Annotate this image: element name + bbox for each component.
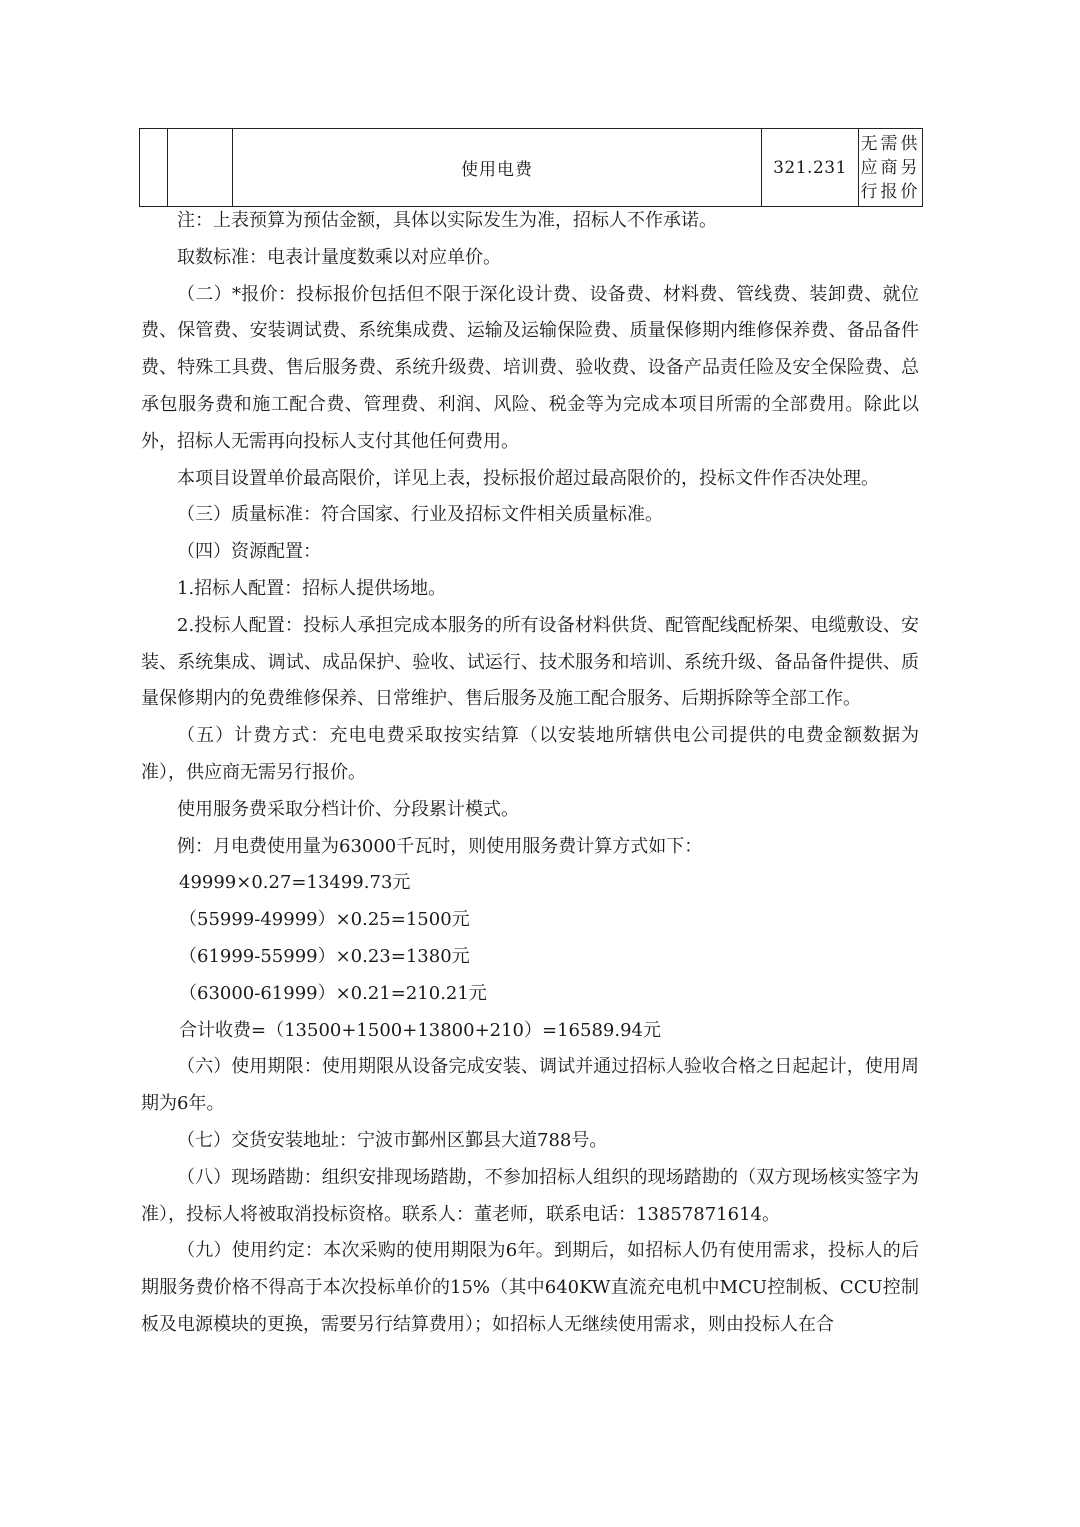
formula-line: （63000-61999）×0.21=210.21元 [179, 982, 487, 1004]
paragraph: 本项目设置单价最高限价，详见上表，投标报价超过最高限价的，投标文件作否决处理。 [177, 467, 879, 489]
table-cell-remark: 无需供应商另行报价 [859, 129, 923, 207]
site-visit-section-paragraph: （八）现场踏勘：组织安排现场踏勘，不参加招标人组织的现场踏勘的（双方现场核实签字为准），投标人将被取消投标资格。联系人：董老师，联系电话：13857871614。 [141, 1166, 919, 1225]
quality-section-paragraph: （三）质量标准：符合国家、行业及招标文件相关质量标准。 [177, 504, 663, 526]
paragraph: 使用服务费采取分档计价、分段累计模式。 [177, 798, 519, 820]
note-paragraph: 注：上表预算为预估金额，具体以实际发生为准，招标人不作承诺。 [177, 210, 717, 231]
paragraph: 取数标准：电表计量度数乘以对应单价。 [177, 246, 501, 268]
table-cell-index [140, 129, 168, 207]
usage-agreement-paragraph: （九）使用约定：本次采购的使用期限为6年。到期后，如招标人仍有使用需求，投标人的后期服务费价格不得高于本次投标单价的15%（其中640KW直流充电机中MCU控制板、CCU控制板及电源模块的更换，需要另行结算费用）；如招标人无继续使用需求，则由投标人在合 [141, 1240, 919, 1335]
billing-section-paragraph: （五）计费方式：充电电费采取按实结算（以安装地所辖供电公司提供的电费金额数据为准），供应商无需另行报价。 [141, 725, 919, 783]
quote-section-paragraph: （二）*报价：投标报价包括但不限于深化设计费、设备费、材料费、管线费、装卸费、就位费、保管费、安装调试费、系统集成费、运输及运输保险费、质量保修期内维修保养费、备品备件费、特殊工具费、售后服务费、系统升级费、培训费、验收费、设备产品责任险及安全保险费、总承包服务费和施工配合费、管理费、利润、风险、税金等为完成本项目所需的全部费用。除此以外，招标人无需再向投标人支付其他任何费用。 [141, 283, 919, 452]
example-paragraph: 例：月电费使用量为63000千瓦时，则使用服务费计算方式如下： [177, 835, 703, 857]
table-cell-item: 使用电费 [233, 129, 762, 207]
address-section-paragraph: （七）交货安装地址：宁波市鄞州区鄞县大道788号。 [177, 1129, 608, 1151]
list-item: 1.招标人配置：招标人提供场地。 [177, 577, 447, 599]
formula-line: 49999×0.27=13499.73元 [179, 872, 411, 894]
list-item: 2.投标人配置：投标人承担完成本服务的所有设备材料供货、配管配线配桥架、电缆敷设、安装、系统集成、调试、成品保护、验收、试运行、技术服务和培训、系统升级、备品备件提供、质量保修期内的免费维修保养、日常维护、售后服务及施工配合服务、后期拆除等全部工作。 [141, 614, 919, 710]
formula-line: （61999-55999）×0.23=1380元 [179, 945, 470, 967]
term-section-paragraph: （六）使用期限：使用期限从设备完成安装、调试并通过招标人验收合格之日起起计，使用周期为6年。 [141, 1056, 919, 1115]
resource-section-heading: （四）资源配置： [177, 541, 321, 563]
document-body [141, 203, 919, 1344]
table-cell-amount: 321.231 [762, 129, 859, 207]
table-cell-blank [168, 129, 233, 207]
table-row [140, 129, 923, 207]
total-line: 合计收费=（13500+1500+13800+210）=16589.94元 [179, 1019, 661, 1041]
budget-table [139, 128, 923, 207]
formula-line: （55999-49999）×0.25=1500元 [179, 909, 470, 931]
